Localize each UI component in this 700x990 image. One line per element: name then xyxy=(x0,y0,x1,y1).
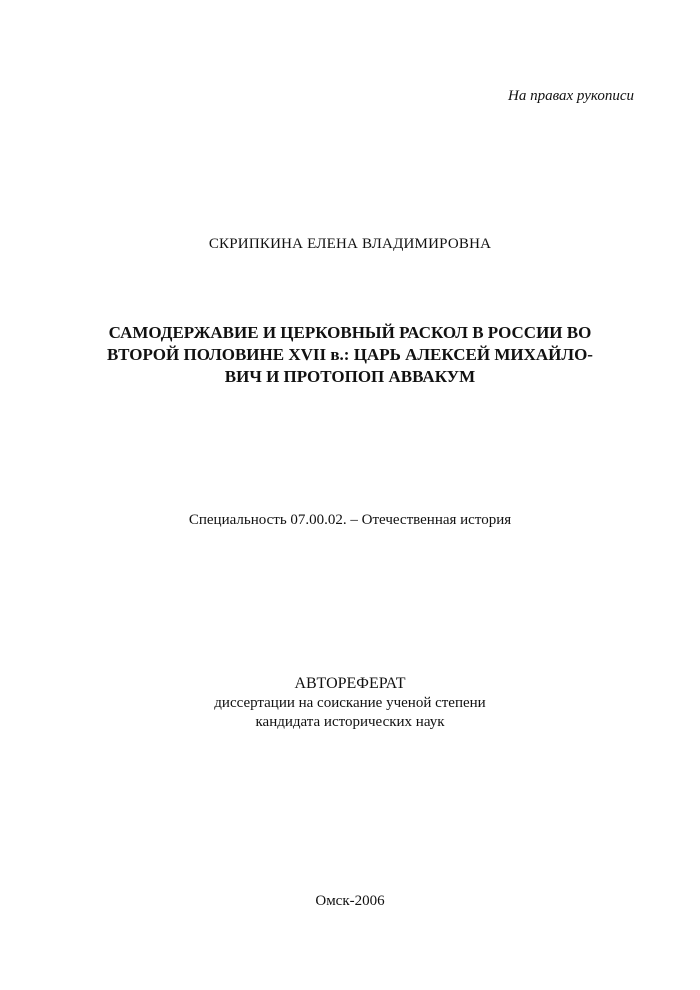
abstract-heading: АВТОРЕФЕРАТ xyxy=(294,675,406,692)
title-line: САМОДЕРЖАВИЕ И ЦЕРКОВНЫЙ РАСКОЛ В РОССИИ ВО xyxy=(108,323,592,342)
abstract-field-line: кандидата исторических наук xyxy=(255,714,445,730)
dissertation-title xyxy=(60,322,640,388)
place-year: Омск-2006 xyxy=(315,893,385,909)
specialty-line: Специальность 07.00.02. – Отечественная история xyxy=(188,512,512,528)
manuscript-rights-note: На правах рукописи xyxy=(508,88,634,104)
abstract-degree-line: диссертации на соискание ученой степени xyxy=(214,695,486,711)
author-name: СКРИПКИНА ЕЛЕНА ВЛАДИМИРОВНА xyxy=(208,236,492,252)
title-line: ВТОРОЙ ПОЛОВИНЕ XVII в.: ЦАРЬ АЛЕКСЕЙ МИХАЙЛО- xyxy=(107,345,593,364)
abstract-block xyxy=(0,674,700,732)
title-line: ВИЧ И ПРОТОПОП АВВАКУМ xyxy=(224,367,476,386)
